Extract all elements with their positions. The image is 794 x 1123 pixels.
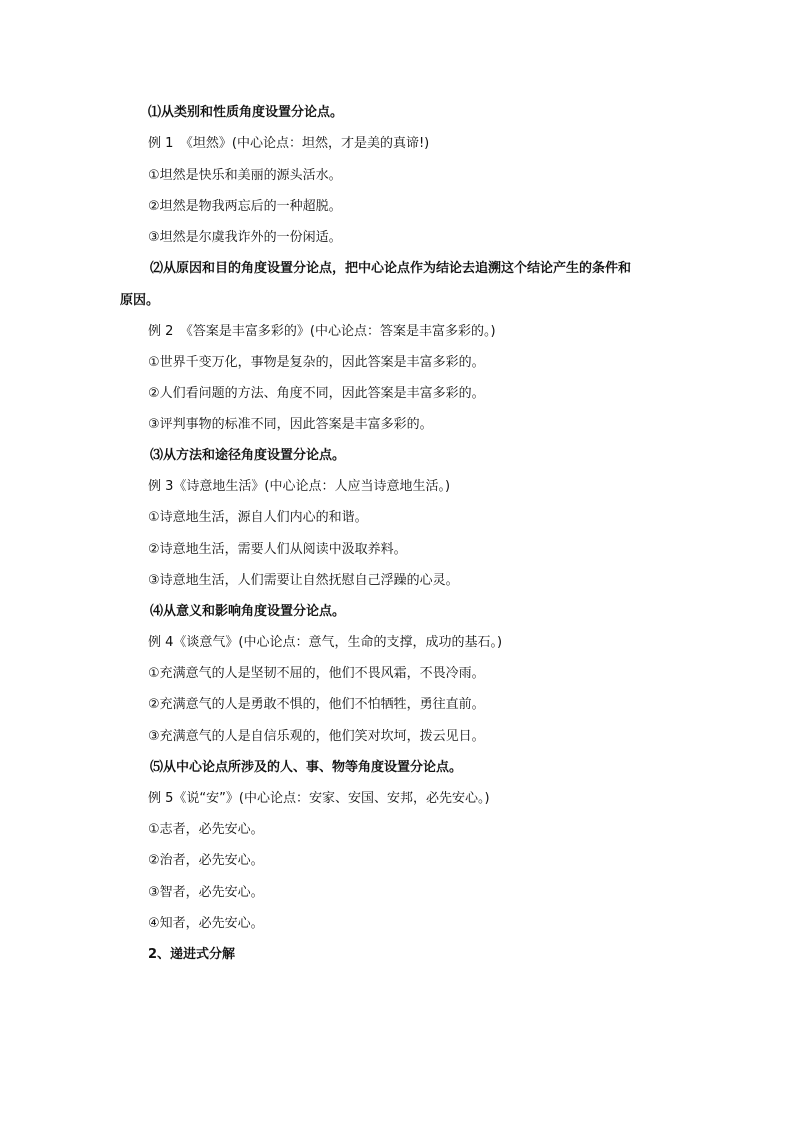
list-item: ①诗意地生活，源自人们内心的和谐。 — [148, 510, 368, 525]
list-item: ②治者，必先安心。 — [148, 853, 264, 868]
list-item: ②充满意气的人是勇敢不惧的，他们不怕牺牲，勇往直前。 — [148, 697, 485, 712]
list-item: ①世界千变万化，事物是复杂的，因此答案是丰富多彩的。 — [148, 355, 485, 370]
example-4-title: 例 4《谈意气》(中心论点：意气，生命的支撑，成功的基石。) — [148, 635, 503, 650]
list-item: ③智者，必先安心。 — [148, 885, 264, 900]
section-heading-2: ⑵从原因和目的角度设置分论点，把中心论点作为结论去追溯这个结论产生的条件和 — [150, 261, 632, 276]
example-2-title: 例 2 《答案是丰富多彩的》(中心论点：答案是丰富多彩的。) — [148, 324, 496, 339]
list-item: ①志者，必先安心。 — [148, 822, 264, 837]
list-item: ②人们看问题的方法、角度不同，因此答案是丰富多彩的。 — [148, 386, 485, 401]
list-item: ②诗意地生活，需要人们从阅读中汲取养料。 — [148, 542, 407, 557]
list-item: ③评判事物的标准不同，因此答案是丰富多彩的。 — [148, 417, 433, 432]
section-heading-1: ⑴从类别和性质角度设置分论点。 — [148, 105, 344, 120]
list-item: ③坦然是尔虞我诈外的一份闲适。 — [148, 230, 342, 245]
list-item: ③诗意地生活，人们需要让自然抚慰自己浮躁的心灵。 — [148, 573, 459, 588]
subsection-heading: 2、递进式分解 — [148, 947, 236, 962]
list-item: ④知者，必先安心。 — [148, 916, 264, 931]
example-1-title: 例 1 《坦然》(中心论点：坦然，才是美的真谛!) — [148, 136, 430, 151]
list-item: ①坦然是快乐和美丽的源头活水。 — [148, 168, 342, 183]
section-heading-2-continuation: 原因。 — [120, 293, 160, 308]
example-3-title: 例 3《诗意地生活》(中心论点：人应当诗意地生活。) — [148, 479, 451, 494]
list-item: ③充满意气的人是自信乐观的，他们笑对坎坷，拨云见日。 — [148, 729, 485, 744]
section-heading-4: ⑷从意义和影响角度设置分论点。 — [150, 604, 346, 619]
section-heading-5: ⑸从中心论点所涉及的人、事、物等角度设置分论点。 — [150, 760, 463, 775]
list-item: ①充满意气的人是坚韧不屈的，他们不畏风霜，不畏冷雨。 — [148, 666, 485, 681]
list-item: ②坦然是物我两忘后的一种超脱。 — [148, 199, 342, 214]
section-heading-3: ⑶从方法和途径角度设置分论点。 — [150, 448, 346, 463]
example-5-title: 例 5《说“安”》(中心论点：安家、安国、安邦，必先安心。) — [148, 791, 490, 806]
